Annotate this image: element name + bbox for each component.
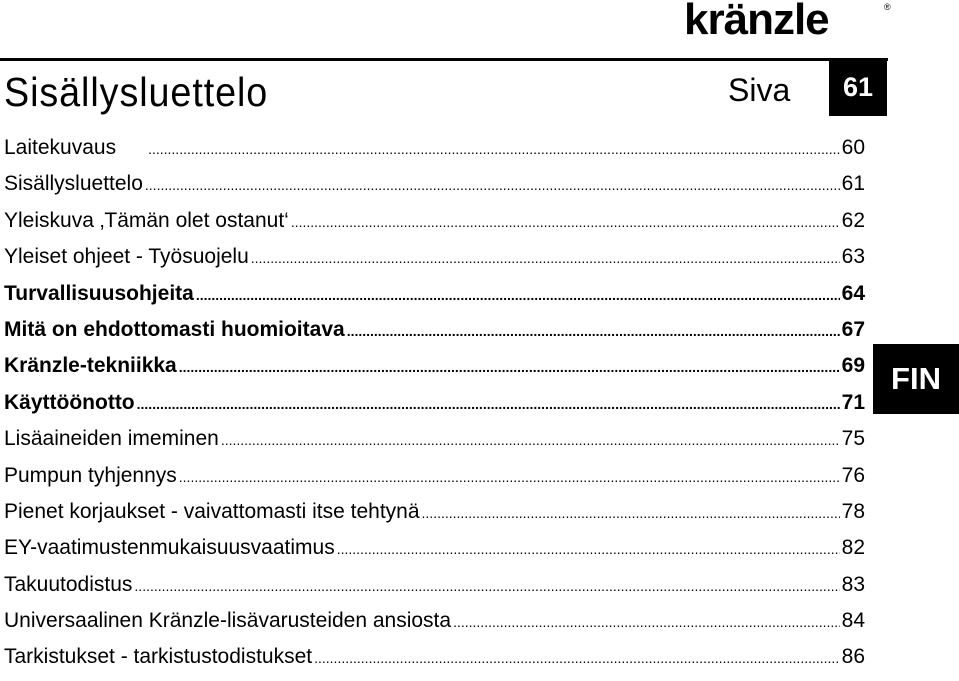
toc-entry[interactable] xyxy=(4,166,865,202)
toc-entry-label: Takuutodistus xyxy=(4,572,133,596)
toc-leader-dots xyxy=(337,531,840,567)
toc-entry-page: 75 xyxy=(841,427,865,451)
page-label: Siva xyxy=(728,72,791,108)
toc-entry[interactable] xyxy=(4,239,865,275)
page-number-badge xyxy=(829,59,887,116)
toc-entry[interactable] xyxy=(4,421,865,457)
toc-entry-label: Sisällysluettelo xyxy=(4,172,143,196)
logo-wordmark: kränzle xyxy=(684,0,829,40)
toc-leader-dots xyxy=(347,313,840,349)
toc-entry-label: Tarkistukset - tarkistustodistukset xyxy=(4,645,313,669)
toc-entry-label: Pumpun tyhjennys xyxy=(4,463,177,487)
toc-entry-label: Kränzle-tekniikka xyxy=(4,354,177,378)
toc-entry[interactable] xyxy=(4,530,865,566)
toc-entry[interactable] xyxy=(4,348,865,384)
kranzle-logo-mark xyxy=(684,0,894,40)
toc-leader-dots xyxy=(134,568,839,604)
language-tab xyxy=(873,344,959,414)
toc-entry-label: Lisäaineiden imeminen xyxy=(4,427,219,451)
page-number: 61 xyxy=(842,72,874,102)
toc-entry-label: Turvallisuusohjeita xyxy=(4,281,194,305)
toc-leader-dots xyxy=(314,640,840,676)
toc-leader-dots xyxy=(137,386,840,422)
toc-entry-page: 63 xyxy=(841,245,865,269)
toc-leader-dots xyxy=(221,422,840,458)
toc-entry-page: 78 xyxy=(841,499,865,523)
toc-leader-dots xyxy=(179,349,840,385)
toc-entry-label: EY-vaatimustenmukaisuusvaatimus xyxy=(4,536,335,560)
toc-entry[interactable] xyxy=(4,130,865,166)
toc-entry-label: Laitekuvaus xyxy=(4,136,117,159)
toc-entry[interactable] xyxy=(4,603,865,639)
toc-entry[interactable] xyxy=(4,639,865,675)
toc-entry[interactable] xyxy=(4,458,865,494)
toc-entry[interactable] xyxy=(4,203,865,239)
toc-entry-label: Käyttöönotto xyxy=(4,390,135,414)
toc-leader-dots xyxy=(145,167,840,203)
toc-leader-dots xyxy=(422,495,840,531)
toc-entry-page: 64 xyxy=(841,281,865,305)
toc-entry-label: Pienet korjaukset - vaivattomasti itse tehtynä xyxy=(4,499,420,523)
toc-entry-page: 86 xyxy=(841,645,865,669)
toc-entry[interactable] xyxy=(4,276,865,312)
toc-entry-page: 84 xyxy=(841,609,865,633)
toc-leader-dots xyxy=(148,131,840,167)
toc-entry-page: 60 xyxy=(841,136,865,159)
page-title: Sisällysluettelo xyxy=(4,69,269,115)
language-code: FIN xyxy=(891,361,941,396)
toc-entry-page: 62 xyxy=(841,208,865,232)
header-rule xyxy=(0,58,888,61)
toc-leader-dots xyxy=(196,277,840,313)
toc-entry-label: Yleiset ohjeet - Työsuojelu xyxy=(4,245,249,269)
toc-entry-page: 82 xyxy=(841,536,865,560)
toc-entry-label: Universaalinen Kränzle-lisävarusteiden ansiosta xyxy=(4,609,452,633)
toc-entry[interactable] xyxy=(4,567,865,603)
toc-entry[interactable] xyxy=(4,494,865,530)
toc-entry-label: Yleiskuva ‚Tämän olet ostanut‘ xyxy=(4,208,289,232)
toc-entry[interactable] xyxy=(4,385,865,421)
toc-entry-page: 76 xyxy=(841,463,865,487)
toc-entry-label: Mitä on ehdottomasti huomioitava xyxy=(4,317,345,341)
table-of-contents xyxy=(4,130,865,676)
toc-entry-page: 83 xyxy=(841,572,865,596)
toc-entry-page: 61 xyxy=(841,172,865,196)
toc-leader-dots xyxy=(291,204,840,240)
toc-leader-dots xyxy=(251,240,840,276)
toc-entry-page: 67 xyxy=(841,317,865,341)
toc-entry[interactable] xyxy=(4,312,865,348)
registered-mark: ® xyxy=(884,2,891,12)
toc-entry-page: 71 xyxy=(841,390,865,414)
kranzle-logo xyxy=(684,0,894,40)
toc-leader-dots xyxy=(453,604,840,640)
toc-entry-page: 69 xyxy=(841,354,865,378)
toc-leader-dots xyxy=(179,459,840,495)
